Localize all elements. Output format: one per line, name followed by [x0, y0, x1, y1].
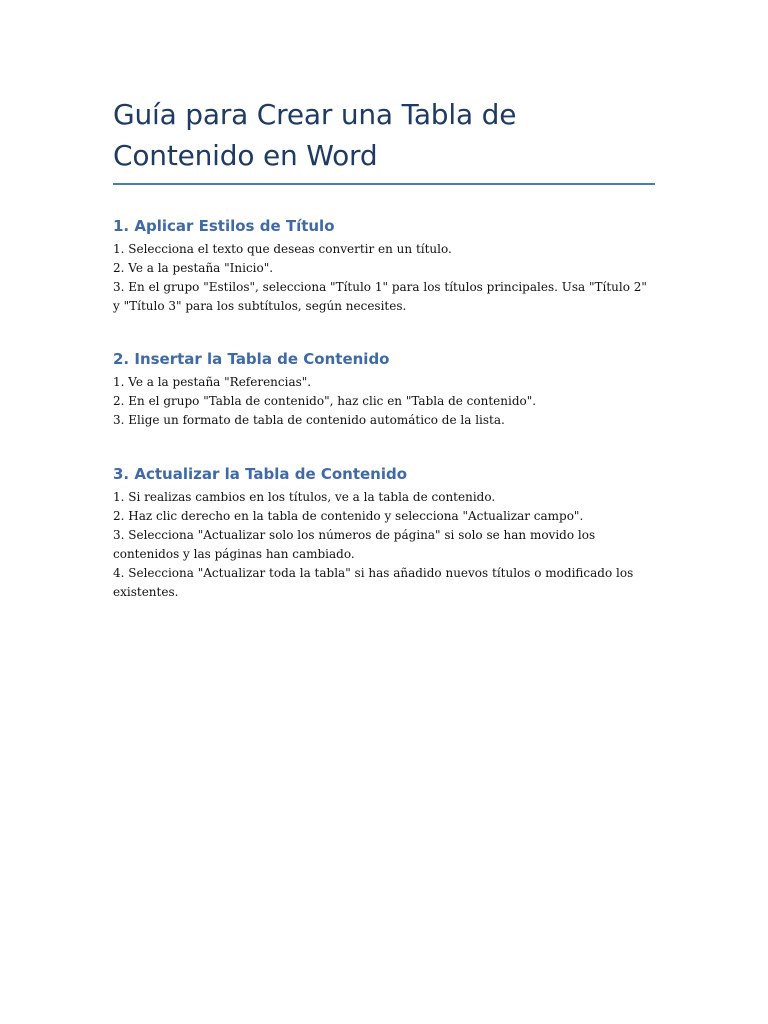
document-page [113, 0, 655, 602]
document-title: Guía para Crear una Tabla de Contenido en Word [113, 98, 517, 172]
step-list [113, 488, 655, 602]
step-item: 1. Ve a la pestaña "Referencias". [113, 375, 312, 389]
title-divider [113, 183, 655, 185]
section-apply-heading-styles [113, 215, 655, 316]
step-item: 3. Elige un formato de tabla de contenido automático de la lista. [113, 413, 505, 427]
step-item: 3. Selecciona "Actualizar solo los números de página" si solo se han movido los contenidos y las páginas han cambiado. [113, 528, 596, 561]
step-item: 3. En el grupo "Estilos", selecciona "Título 1" para los títulos principales. Usa "Título 2" y "Título 3" para los subtítulos, según necesites. [113, 280, 647, 313]
section-update-toc [113, 463, 655, 602]
step-list [113, 373, 655, 430]
step-item: 1. Selecciona el texto que deseas convertir en un título. [113, 242, 452, 256]
step-item: 4. Selecciona "Actualizar toda la tabla" si has añadido nuevos títulos o modificado los existentes. [113, 566, 634, 599]
step-item: 2. En el grupo "Tabla de contenido", haz clic en "Tabla de contenido". [113, 394, 537, 408]
step-item: 2. Ve a la pestaña "Inicio". [113, 261, 274, 275]
step-item: 1. Si realizas cambios en los títulos, ve a la tabla de contenido. [113, 490, 496, 504]
step-list [113, 240, 655, 316]
step-item: 2. Haz clic derecho en la tabla de contenido y selecciona "Actualizar campo". [113, 509, 584, 523]
section-heading: 1. Aplicar Estilos de Título [113, 217, 335, 235]
section-heading: 2. Insertar la Tabla de Contenido [113, 350, 390, 368]
section-insert-toc [113, 348, 655, 430]
section-heading: 3. Actualizar la Tabla de Contenido [113, 465, 408, 483]
